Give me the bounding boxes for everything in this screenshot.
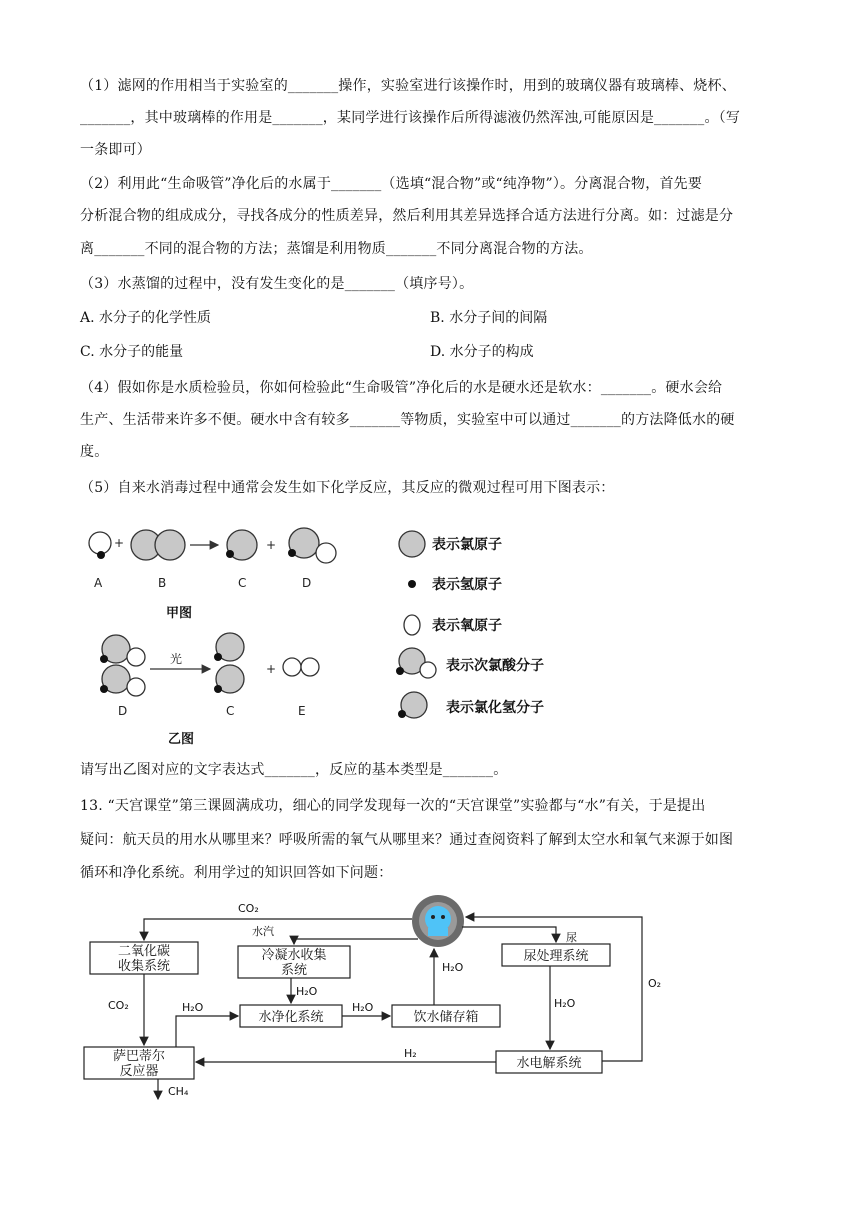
astronaut-icon — [412, 895, 464, 947]
q12-part4-line2: 生产、生活带来许多不便。硬水中含有较多_______等物质，实验室中可以通过_______的方法降低水的硬 — [80, 412, 735, 428]
option-d: D. 水分子的构成 — [430, 344, 534, 360]
water-storage-box — [392, 1005, 500, 1027]
label-o2: O₂ — [648, 977, 662, 990]
urine-processing-box — [502, 944, 610, 966]
svg-text:反应器: 反应器 — [119, 1064, 159, 1079]
label-b: B — [158, 576, 167, 590]
label-d2: D — [118, 704, 128, 718]
sabatier-reactor-box — [84, 1047, 194, 1079]
label-c: C — [238, 576, 247, 590]
legend-oxygen — [404, 615, 502, 635]
q13-line1: 13. “天宫课堂”第三课圆满成功，细心的同学发现每一次的“天宫课堂”实验都与“水”有关，于是提出 — [80, 798, 706, 814]
svg-text:表示氯原子: 表示氯原子 — [432, 537, 502, 553]
water-cycle-diagram — [80, 895, 680, 1105]
label-e: E — [298, 704, 306, 718]
condensate-collection-box — [238, 946, 350, 978]
q12-part2-line3: 离_______不同的混合物的方法；蒸馏是利用物质_______不同分离混合物的方法。 — [80, 241, 593, 257]
svg-text:萨巴蒂尔: 萨巴蒂尔 — [112, 1049, 166, 1064]
molecule-b — [131, 530, 185, 560]
svg-text:收集系统: 收集系统 — [117, 959, 171, 974]
option-a: A. 水分子的化学性质 — [80, 310, 212, 326]
svg-text:表示氧原子: 表示氧原子 — [432, 618, 502, 634]
label-h2: H₂ — [404, 1047, 417, 1060]
molecule-d-pair — [100, 635, 145, 696]
plus-1: + — [114, 536, 125, 550]
molecule-c — [226, 530, 257, 560]
water-electrolysis-box — [496, 1051, 602, 1073]
label-co2-side: CO₂ — [108, 999, 129, 1012]
q12-part2-line1: （2）利用此“生命吸管”净化后的水属于_______（选填“混合物”或“纯净物”）。分离混合物，首先要 — [80, 176, 703, 192]
option-c: C. 水分子的能量 — [80, 344, 184, 360]
caption-jia: 甲图 — [166, 606, 193, 621]
legend-hcl — [398, 692, 544, 718]
q12-part3: （3）水蒸馏的过程中，没有发生变化的是_______（填序号）。 — [80, 276, 474, 292]
plus-2: + — [266, 538, 277, 552]
q12-part1-line2: _______，其中玻璃棒的作用是_______，某同学进行该操作后所得滤液仍然浑浊,可能原因是_______。（写 — [80, 110, 741, 126]
svg-text:尿处理系统: 尿处理系统 — [523, 949, 589, 964]
legend-chlorine — [399, 531, 502, 557]
svg-text:表示氯化氢分子: 表示氯化氢分子 — [446, 700, 544, 716]
molecule-c-pair — [214, 633, 244, 693]
co2-collection-box — [90, 942, 198, 974]
svg-text:冷凝水收集: 冷凝水收集 — [261, 948, 327, 963]
label-d: D — [302, 576, 312, 590]
q13-line3: 循环和净化系统。利用学过的知识回答如下问题： — [80, 865, 393, 881]
water-purification-box — [240, 1005, 342, 1027]
svg-text:表示次氯酸分子: 表示次氯酸分子 — [446, 658, 544, 674]
svg-text:二氧化碳: 二氧化碳 — [117, 944, 171, 959]
label-h2o-purify: H₂O — [352, 1001, 374, 1014]
label-co2-top: CO₂ — [238, 902, 259, 915]
q12-part1-line1: （1）滤网的作用相当于实验室的_______操作，实验室进行该操作时，用到的玻璃仪器有玻璃棒、烧杯、 — [80, 78, 736, 94]
label-vapor: 水汽 — [252, 925, 274, 938]
legend-hydrogen — [408, 576, 502, 593]
q12-part4-line1: （4）假如你是水质检验员，你如何检验此“生命吸管”净化后的水是硬水还是软水：_______。硬水会给 — [80, 380, 723, 396]
q12-part4-line3: 度。 — [80, 444, 109, 460]
molecule-e — [283, 658, 319, 676]
label-h2o-reactor: H₂O — [182, 1001, 204, 1014]
svg-text:系统: 系统 — [280, 963, 308, 978]
molecule-a — [89, 532, 111, 559]
svg-text:水净化系统: 水净化系统 — [258, 1010, 324, 1025]
legend-hclo — [396, 648, 544, 678]
q12-after-figure: 请写出乙图对应的文字表达式_______，反应的基本类型是_______。 — [80, 762, 508, 778]
label-h2o-urine: H₂O — [554, 997, 576, 1010]
arrow-light-text: 光 — [170, 652, 183, 666]
svg-text:水电解系统: 水电解系统 — [516, 1056, 582, 1071]
plus-3: + — [266, 662, 277, 676]
label-a: A — [94, 576, 103, 590]
caption-yi: 乙图 — [168, 732, 195, 747]
option-b: B. 水分子间的间隔 — [430, 310, 548, 326]
molecule-d — [288, 528, 336, 563]
label-urine: 尿 — [566, 931, 577, 944]
q13-line2: 疑问：航天员的用水从哪里来？呼吸所需的氧气从哪里来？通过查阅资料了解到太空水和氧气来源于如图 — [80, 832, 734, 848]
label-ch4: CH₄ — [168, 1085, 189, 1098]
svg-text:表示氢原子: 表示氢原子 — [432, 577, 502, 593]
q12-part5: （5）自来水消毒过程中通常会发生如下化学反应，其反应的微观过程可用下图表示： — [80, 480, 615, 496]
svg-text:饮水储存箱: 饮水储存箱 — [413, 1010, 479, 1025]
label-h2o-condense: H₂O — [296, 985, 318, 998]
reaction-figure — [80, 515, 580, 747]
label-c2: C — [226, 704, 235, 718]
q12-part1-line3: 一条即可） — [80, 142, 151, 158]
q12-part2-line2: 分析混合物的组成成分，寻找各成分的性质差异，然后利用其差异选择合适方法进行分离。如：过滤是分 — [80, 208, 734, 224]
label-h2o-storage: H₂O — [442, 961, 464, 974]
